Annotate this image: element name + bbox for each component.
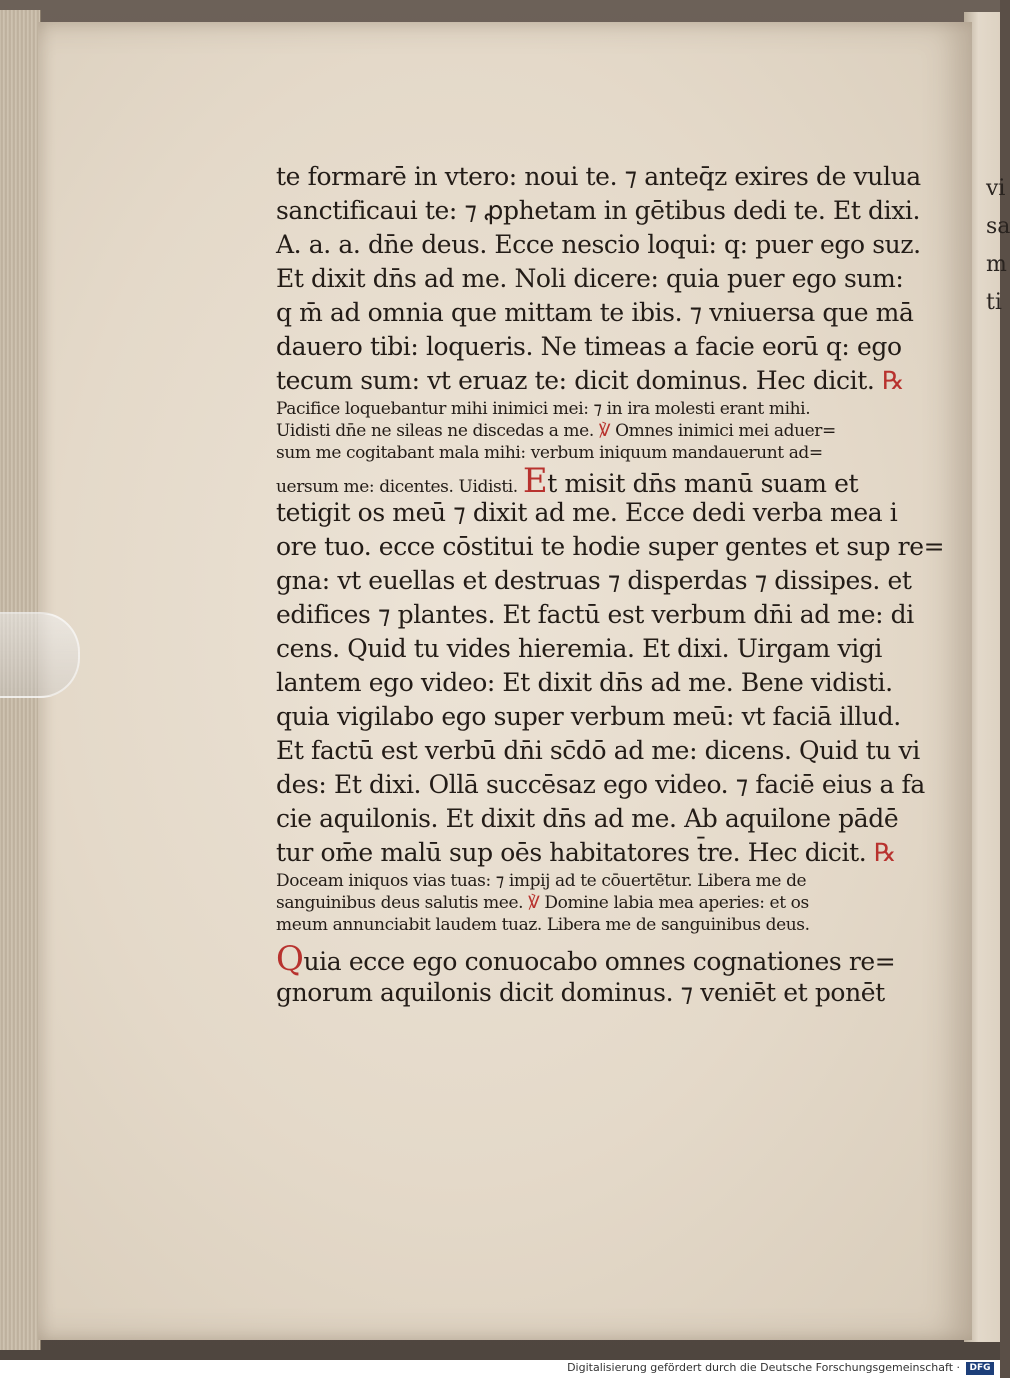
text-line: tecum sum: vt eruaz te: dicit dominus. Hec dicit. ℞ bbox=[276, 366, 904, 395]
responsory-line: meum annunciabit laudem tuaz. Libera me de sanguinibus deus. bbox=[276, 915, 810, 935]
facing-page-text: vi sa m ti bbox=[986, 176, 1010, 315]
text-line: A. a. a. dn̄e deus. Ecce nescio loqui: q: puer ego suz. bbox=[276, 230, 921, 259]
text-line: gna: vt euellas et destruas ⁊ disperdas ⁊ dissipes. et bbox=[276, 566, 912, 595]
text-line: cens. Quid tu vides hieremia. Et dixi. Uirgam vigi bbox=[276, 634, 883, 663]
text-line: te formarē in vtero: noui te. ⁊ anteq̄z exires de vulua bbox=[276, 162, 921, 191]
dfg-logo: DFG bbox=[966, 1362, 994, 1375]
versicle-mark: ℣ bbox=[598, 421, 611, 441]
text-line: cie aquilonis. Et dixit dn̄s ad me. Ab aquilone pādē bbox=[276, 804, 899, 833]
text-line: des: Et dixi. Ollā succēsaz ego video. ⁊ faciē eius a fa bbox=[276, 770, 925, 799]
footer-bar bbox=[0, 1360, 1000, 1378]
text-line: dauero tibi: loqueris. Ne timeas a facie eorū q: ego bbox=[276, 332, 902, 361]
responsory-line: Uidisti dn̄e ne sileas ne discedas a me. ℣ Omnes inimici mei aduer= bbox=[276, 421, 836, 441]
text-line: Et dixit dn̄s ad me. Noli dicere: quia puer ego sum: bbox=[276, 264, 904, 293]
responsory-line: Pacifice loquebantur mihi inimici mei: ⁊ in ira molesti erant mihi. bbox=[276, 399, 811, 419]
rubric-initial-e: E bbox=[522, 461, 548, 501]
responsory-line: Doceam iniquos vias tuas: ⁊ impij ad te cōuertētur. Libera me de bbox=[276, 871, 807, 891]
responsory-line: sanguinibus deus salutis mee. ℣ Domine labia mea aperies: et os bbox=[276, 893, 809, 913]
text-line: Quia ecce ego conuocabo omnes cognationes re= bbox=[276, 939, 896, 979]
rubric-initial-q: Q bbox=[276, 939, 304, 979]
footer-credit: Digitalisierung gefördert durch die Deutsche Forschungsgemeinschaft · bbox=[567, 1361, 960, 1374]
responsory-mark: ℞ bbox=[881, 366, 904, 395]
text-line: ore tuo. ecce cōstitui te hodie super gentes et sup re= bbox=[276, 532, 945, 561]
text-line: Et factū est verbū dn̄i sc̄dō ad me: dicens. Quid tu vi bbox=[276, 736, 920, 765]
page-clip bbox=[0, 612, 80, 698]
text-line: q m̄ ad omnia que mittam te ibis. ⁊ vniuersa que mā bbox=[276, 298, 914, 327]
responsory-line: sum me cogitabant mala mihi: verbum iniquum mandauerunt ad= bbox=[276, 443, 823, 463]
text-line: gnorum aquilonis dicit dominus. ⁊ veniēt et ponēt bbox=[276, 978, 885, 1007]
text-line: lantem ego video: Et dixit dn̄s ad me. Bene vidisti. bbox=[276, 668, 893, 697]
text-line: quia vigilabo ego super verbum meū: vt faciā illud. bbox=[276, 702, 901, 731]
versicle-mark: ℣ bbox=[528, 893, 540, 913]
text-line: sanctificaui te: ⁊ ꝓphetam in gētibus dedi te. Et dixi. bbox=[276, 196, 921, 225]
text-line: edifices ⁊ plantes. Et factū est verbum dn̄i ad me: di bbox=[276, 600, 914, 629]
text-line: tetigit os meū ⁊ dixit ad me. Ecce dedi verba mea i bbox=[276, 498, 898, 527]
text-line: tur om̄e malū sup oēs habitatores t̄re. Hec dicit. ℞ bbox=[276, 838, 896, 867]
responsory-mark: ℞ bbox=[873, 838, 896, 867]
page-text bbox=[276, 160, 945, 1010]
responsory-line: uersum me: dicentes. Uidisti. Et misit dn̄s manū suam et bbox=[276, 461, 859, 501]
